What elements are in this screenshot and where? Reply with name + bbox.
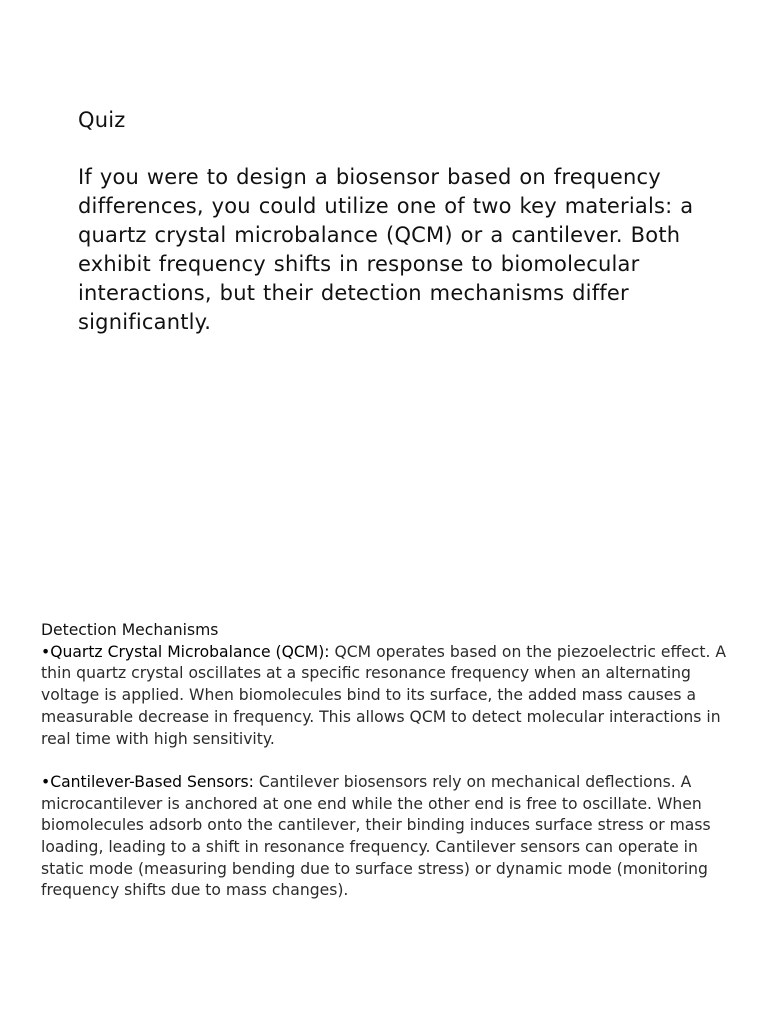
mechanism-term-qcm: •Quartz Crystal Microbalance (QCM): <box>41 642 330 661</box>
detection-mechanisms-heading: Detection Mechanisms <box>41 621 219 639</box>
mechanism-item-qcm <box>41 642 741 751</box>
quiz-section <box>78 106 728 337</box>
quiz-title: Quiz <box>78 108 126 132</box>
mechanism-description-cantilever: Cantilever biosensors rely on mechanical deflections. A microcantilever is anchored at one end while the other end is free to oscillate. When biomolecules adsorb onto the cantilever, their binding induces surface stress or mass loading, leading to a shift in resonance frequency. Cantilever sensors can operate in static mode (measuring bending due to surface stress) or dynamic mode (monitoring frequency shifts due to mass changes). <box>41 772 711 900</box>
mechanism-item-cantilever <box>41 772 741 902</box>
quiz-prompt: If you were to design a biosensor based on frequency differences, you could utilize one of two key materials: a quartz crystal microbalance (QCM) or a cantilever. Both exhibit frequency shifts in response to biomolecular interactions, but their detection mechanisms differ significantly. <box>78 165 694 334</box>
mechanism-term-cantilever: •Cantilever-Based Sensors: <box>41 772 254 791</box>
mechanism-description-qcm: QCM operates based on the piezoelectric effect. A thin quartz crystal oscillates at a specific resonance frequency when an alternating voltage is applied. When biomolecules bind to its surface, the added mass causes a measurable decrease in frequency. This allows QCM to detect molecular interactions in real time with high sensitivity. <box>41 642 727 748</box>
detection-mechanisms-section <box>41 620 741 902</box>
